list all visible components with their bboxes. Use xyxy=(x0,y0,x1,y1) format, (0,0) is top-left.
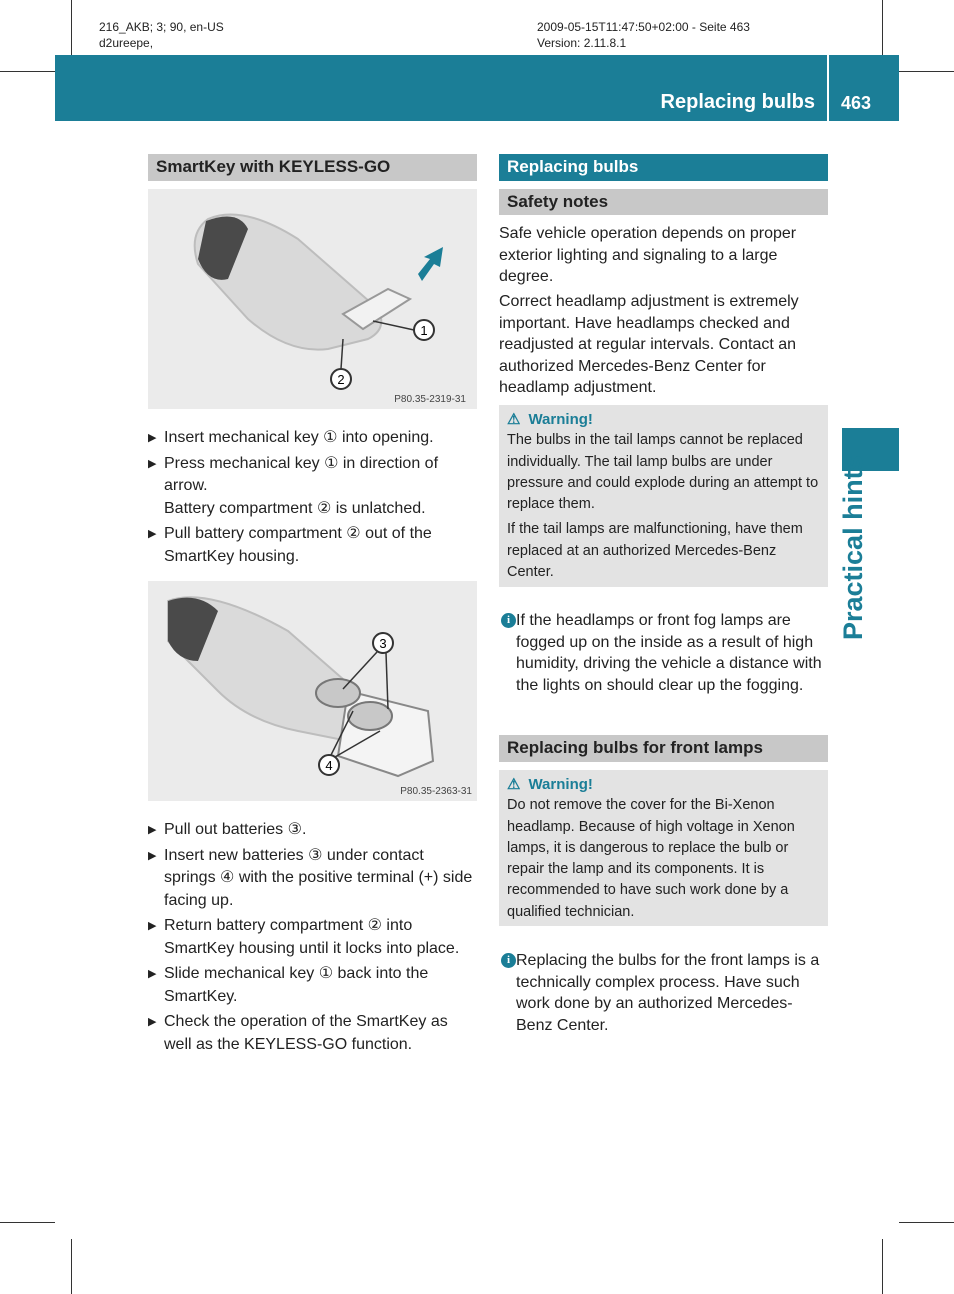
triangle-right-icon: ▶ xyxy=(148,457,157,470)
step-item xyxy=(148,819,478,842)
crop-mark xyxy=(899,1222,954,1223)
crop-mark xyxy=(899,71,954,72)
meta-line: Version: 2.11.8.1 xyxy=(537,36,627,50)
crop-mark xyxy=(0,1222,55,1223)
step-item xyxy=(148,453,478,521)
step-item xyxy=(148,427,478,450)
step-result: Battery compartment ② is unlatched. xyxy=(164,499,426,517)
step-item xyxy=(148,1011,478,1056)
step-text: Return battery compartment ② into SmartKey housing until it locks into place. xyxy=(164,917,460,957)
step-item xyxy=(148,915,478,960)
crop-mark xyxy=(0,71,55,72)
side-label: Practical hints xyxy=(838,455,868,640)
crop-mark xyxy=(882,0,883,55)
info-circle-icon: i xyxy=(501,953,516,968)
sub-heading-safety-notes: Safety notes xyxy=(499,189,828,215)
step-text: Insert new batteries ③ under contact springs ④ with the positive terminal (+) side facing up. xyxy=(164,846,473,909)
figure-code: P80.35-2363-31 xyxy=(400,786,472,797)
page-number: 463 xyxy=(841,93,872,113)
step-item xyxy=(148,963,478,1008)
step-text: Check the operation of the SmartKey as well as the KEYLESS-GO function. xyxy=(164,1013,448,1053)
triangle-right-icon: ▶ xyxy=(148,968,157,980)
step-text: Press mechanical key ① in direction of arrow. xyxy=(164,454,439,494)
header-bar xyxy=(55,55,899,121)
meta-line: d2ureepe, xyxy=(99,36,154,50)
svg-text:2: 2 xyxy=(337,372,345,387)
crop-mark xyxy=(71,1239,72,1294)
warning-triangle-icon: ⚠ xyxy=(507,411,521,428)
figure-smartkey-battery xyxy=(148,581,477,801)
header-title: Replacing bulbs xyxy=(660,91,815,113)
triangle-right-icon: ▶ xyxy=(148,1016,157,1028)
triangle-right-icon: ▶ xyxy=(148,849,157,862)
info-note xyxy=(499,610,829,696)
warning-text: The bulbs in the tail lamps cannot be replaced individually. The tail lamp bulbs are under pressure and could explode during an attempt to replace them. xyxy=(507,432,819,513)
step-text: Pull battery compartment ② out of the SmartKey housing. xyxy=(164,525,432,565)
step-text: Pull out batteries ③. xyxy=(164,821,307,838)
steps-list-2 xyxy=(148,819,478,1059)
svg-text:3: 3 xyxy=(379,636,387,651)
triangle-right-icon: ▶ xyxy=(148,920,157,932)
info-circle-icon: i xyxy=(501,613,516,628)
info-text: Replacing the bulbs for the front lamps is a technically complex process. Have such work done by an authorized Mercedes-Benz Center. xyxy=(516,952,820,1034)
meta-line: 216_AKB; 3; 90, en-US xyxy=(99,20,224,34)
step-item xyxy=(148,845,478,913)
header-separator xyxy=(827,55,829,121)
step-text: Slide mechanical key ① back into the SmartKey. xyxy=(164,965,429,1005)
paragraph: Correct headlamp adjustment is extremely important. Have headlamps checked and readjusted at regular intervals. Contact an authorized Mercedes-Benz Center for headlamp adjustment. xyxy=(499,293,799,396)
section-heading-replacing-bulbs: Replacing bulbs xyxy=(499,154,828,181)
meta-line: 2009-05-15T11:47:50+02:00 - Seite 463 xyxy=(537,20,750,34)
info-text: If the headlamps or front fog lamps are fogged up on the inside as a result of high humidity, driving the vehicle a distance with the lights on should clear up the fogging. xyxy=(516,612,822,694)
sub-heading-front-lamps: Replacing bulbs for front lamps xyxy=(499,735,828,762)
warning-triangle-icon: ⚠ xyxy=(507,776,521,793)
section-heading-smartkey: SmartKey with KEYLESS-GO xyxy=(148,154,477,181)
crop-mark xyxy=(882,1239,883,1294)
info-note xyxy=(499,950,829,1036)
svg-text:1: 1 xyxy=(420,323,428,338)
print-meta-left xyxy=(99,19,224,51)
triangle-right-icon: ▶ xyxy=(148,432,157,444)
paragraph: Safe vehicle operation depends on proper exterior lighting and signaling to a large degree. xyxy=(499,225,797,285)
warning-title: ⚠ Warning! xyxy=(507,776,593,793)
warning-box xyxy=(499,770,828,926)
figure-code: P80.35-2319-31 xyxy=(394,394,466,405)
figure-smartkey-key-removal xyxy=(148,189,477,409)
crop-mark xyxy=(71,0,72,55)
print-meta-right xyxy=(537,19,750,51)
warning-box xyxy=(499,405,828,587)
step-item xyxy=(148,523,478,568)
svg-text:4: 4 xyxy=(325,758,333,773)
triangle-right-icon: ▶ xyxy=(148,824,157,836)
warning-text: If the tail lamps are malfunctioning, have them replaced at an authorized Mercedes-Benz Center. xyxy=(507,521,803,581)
step-text: Insert mechanical key ① into opening. xyxy=(164,429,434,446)
triangle-right-icon: ▶ xyxy=(148,528,157,540)
warning-text: Do not remove the cover for the Bi-Xenon headlamp. Because of high voltage in Xenon lamps, it is dangerous to replace the bulb or repair the lamp and its components. It is recommended to have such work done by a qualified technician. xyxy=(507,797,795,920)
warning-title: ⚠ Warning! xyxy=(507,411,593,428)
steps-list-1 xyxy=(148,427,478,571)
